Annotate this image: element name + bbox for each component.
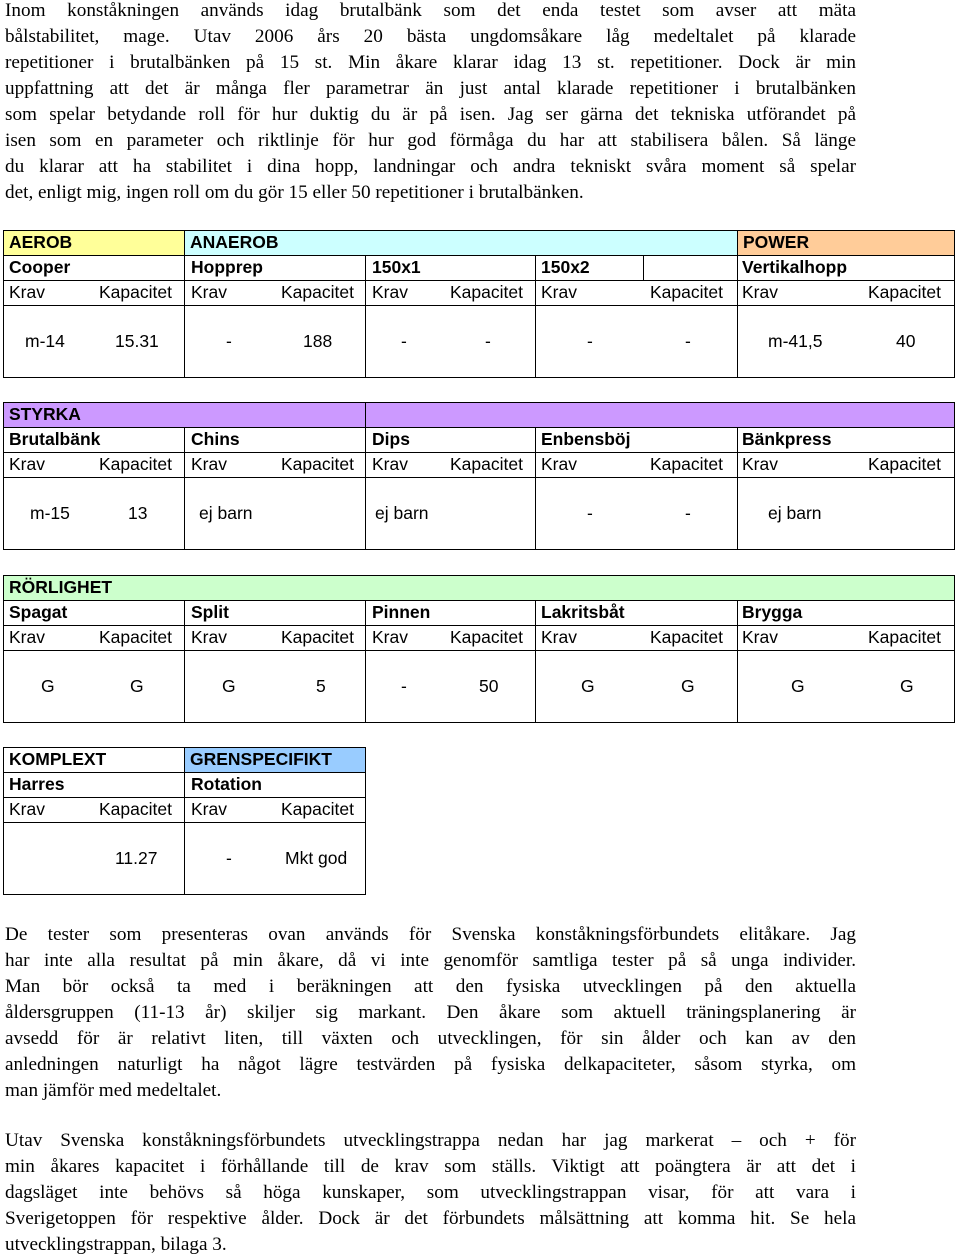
test-name: Brutalbänk	[9, 429, 101, 449]
value-cell: ej barn	[768, 503, 822, 523]
test-name: 150x2	[541, 257, 590, 277]
sub-header-kapacitet: Kapacitet	[99, 799, 172, 819]
text-line: åldersgruppen (11-13 år) skiljer sig markant. Den åkare som aktuell träningsplanering är	[5, 1002, 856, 1023]
sub-header-krav: Krav	[191, 282, 227, 302]
sub-header-krav: Krav	[9, 454, 45, 474]
value-cell: m-14	[25, 331, 65, 351]
sub-header-krav: Krav	[191, 799, 227, 819]
value-cell: 13	[128, 503, 148, 523]
value-cell: 5	[316, 676, 326, 696]
sub-header-krav: Krav	[191, 627, 227, 647]
sub-header-kapacitet: Kapacitet	[650, 282, 723, 302]
value-cell: G	[681, 676, 695, 696]
sub-header-kapacitet: Kapacitet	[868, 627, 941, 647]
test-name: Hopprep	[191, 257, 263, 277]
sub-header-krav: Krav	[372, 627, 408, 647]
category-anaerob: ANAEROB	[184, 230, 737, 255]
text-line: det, enligt mig, ingen roll om du gör 15 eller 50 repetitioner i brutalbänken.	[5, 182, 584, 203]
value-cell: -	[226, 331, 232, 351]
test-table-komplext	[3, 747, 366, 895]
test-name: Brygga	[742, 602, 803, 622]
test-name: Cooper	[9, 257, 71, 277]
value-cell: -	[485, 331, 491, 351]
text-line: isen som en parameter och riktlinje för hur god förmåga du har att stabilisera bålen. Så länge	[5, 130, 856, 151]
sub-header-kapacitet: Kapacitet	[281, 627, 354, 647]
sub-header-krav: Krav	[372, 454, 408, 474]
sub-header-kapacitet: Kapacitet	[99, 282, 172, 302]
sub-header-kapacitet: Kapacitet	[281, 282, 354, 302]
value-cell: G	[900, 676, 914, 696]
sub-header-kapacitet: Kapacitet	[450, 627, 523, 647]
text-line: De tester som presenteras ovan används för Svenska konståkningsförbundets elitåkare. Jag	[5, 924, 856, 945]
category-komplext: KOMPLEXT	[9, 749, 107, 769]
text-line: Sverigetoppen för respektive ålder. Dock är det förbundets målsättning att komma hit. Se hela	[5, 1208, 856, 1229]
text-line: uppfattning att det är många fler parametrar än just antal klarade repetitioner i brutalbänken	[5, 78, 856, 99]
test-table-aerob	[3, 230, 955, 378]
text-line: bålstabilitet, mage. Utav 2006 års 20 bästa ungdomsåkare låg medeltalet på klarade	[5, 26, 856, 47]
sub-header-krav: Krav	[541, 627, 577, 647]
value-cell: 15.31	[115, 331, 159, 351]
sub-header-krav: Krav	[9, 282, 45, 302]
sub-header-krav: Krav	[742, 454, 778, 474]
value-cell: -	[226, 848, 232, 868]
test-name: Lakritsbåt	[541, 602, 625, 622]
sub-header-kapacitet: Kapacitet	[99, 454, 172, 474]
text-line: utvecklingstrappan, bilaga 3.	[5, 1234, 227, 1255]
text-line: avsedd för är relativt liten, till växten och utvecklingen, för sin ålder och kan av den	[5, 1028, 856, 1049]
value-cell: -	[587, 503, 593, 523]
value-cell: Mkt god	[285, 848, 348, 868]
paragraph-utvecklingstrappa	[5, 1128, 856, 1258]
category-power: POWER	[737, 230, 955, 255]
test-name: 150x1	[372, 257, 421, 277]
test-name: Dips	[372, 429, 410, 449]
value-cell: 50	[479, 676, 499, 696]
text-line: Utav Svenska konståkningsförbundets utvecklingstrappa nedan har jag markerat – och + för	[5, 1130, 856, 1151]
text-line: anledningen naturligt ha något lägre testvärden på fysiska delkapaciteter, såsom styrka, om	[5, 1054, 856, 1075]
sub-header-krav: Krav	[742, 627, 778, 647]
value-cell: -	[587, 331, 593, 351]
sub-header-krav: Krav	[541, 282, 577, 302]
paragraph-tester	[5, 922, 856, 1104]
test-name: Spagat	[9, 602, 68, 622]
sub-header-krav: Krav	[9, 799, 45, 819]
value-cell: -	[401, 331, 407, 351]
value-cell: G	[581, 676, 595, 696]
category-grenspecifikt: GRENSPECIFIKT	[184, 747, 366, 772]
test-table-styrka	[3, 402, 955, 550]
value-cell: G	[791, 676, 805, 696]
sub-header-krav: Krav	[742, 282, 778, 302]
test-name: Vertikalhopp	[742, 257, 848, 277]
text-line: min åkares kapacitet i förhållande till de krav som ställs. Viktigt att poängtera är att det i	[5, 1156, 856, 1177]
sub-header-kapacitet: Kapacitet	[281, 799, 354, 819]
sub-header-kapacitet: Kapacitet	[450, 282, 523, 302]
sub-header-kapacitet: Kapacitet	[450, 454, 523, 474]
value-cell: -	[685, 331, 691, 351]
intro-paragraph	[5, 0, 856, 206]
value-cell: G	[222, 676, 236, 696]
sub-header-kapacitet: Kapacitet	[650, 454, 723, 474]
test-name: Rotation	[191, 774, 262, 794]
category-rorlighet: RÖRLIGHET	[3, 575, 955, 600]
sub-header-kapacitet: Kapacitet	[868, 282, 941, 302]
text-line: repetitioner i brutalbänken på 15 st. Min åkare klarar idag 13 st. repetitioner. Dock är min	[5, 52, 856, 73]
value-cell: G	[41, 676, 55, 696]
value-cell: m-41,5	[768, 331, 823, 351]
sub-header-kapacitet: Kapacitet	[99, 627, 172, 647]
text-line: dagsläget inte behövs så höga kunskaper, som utvecklingstrappan visar, för att vara i	[5, 1182, 856, 1203]
text-line: har inte alla resultat på min åkare, då vi inte genomför samtliga tester på så unga individer.	[5, 950, 856, 971]
value-cell: 188	[303, 331, 333, 351]
test-name: Enbensböj	[541, 429, 631, 449]
value-cell: m-15	[30, 503, 70, 523]
sub-header-krav: Krav	[541, 454, 577, 474]
sub-header-krav: Krav	[191, 454, 227, 474]
sub-header-kapacitet: Kapacitet	[281, 454, 354, 474]
sub-header-kapacitet: Kapacitet	[650, 627, 723, 647]
value-cell: ej barn	[375, 503, 429, 523]
value-cell: -	[401, 676, 407, 696]
text-line: man jämför med medeltalet.	[5, 1080, 222, 1101]
value-cell: G	[130, 676, 144, 696]
value-cell: 11.27	[115, 848, 158, 868]
sub-header-krav: Krav	[372, 282, 408, 302]
value-cell: -	[685, 503, 691, 523]
sub-header-kapacitet: Kapacitet	[868, 454, 941, 474]
test-name: Split	[191, 602, 229, 622]
value-cell: ej barn	[199, 503, 253, 523]
category-styrka: STYRKA	[3, 402, 955, 427]
text-line: Man bör också ta med i beräkningen att den fysiska utvecklingen på den aktuella	[5, 976, 856, 997]
text-line: du klarar att ha stabilitet i dina hopp, landningar och andra tekniskt svåra moment så spelar	[5, 156, 856, 177]
text-line: som spelar betydande roll för hur duktig du är på isen. Jag ser gärna det tekniska utförandet på	[5, 104, 856, 125]
test-name: Pinnen	[372, 602, 431, 622]
test-name: Bänkpress	[742, 429, 832, 449]
value-cell: 40	[896, 331, 916, 351]
test-name: Chins	[191, 429, 240, 449]
test-name: Harres	[9, 774, 65, 794]
test-table-rorlighet	[3, 575, 955, 723]
sub-header-krav: Krav	[9, 627, 45, 647]
category-aerob: AEROB	[3, 230, 184, 255]
text-line: Inom konståkningen används idag brutalbänk som det enda testet som avser att mäta	[5, 0, 856, 21]
